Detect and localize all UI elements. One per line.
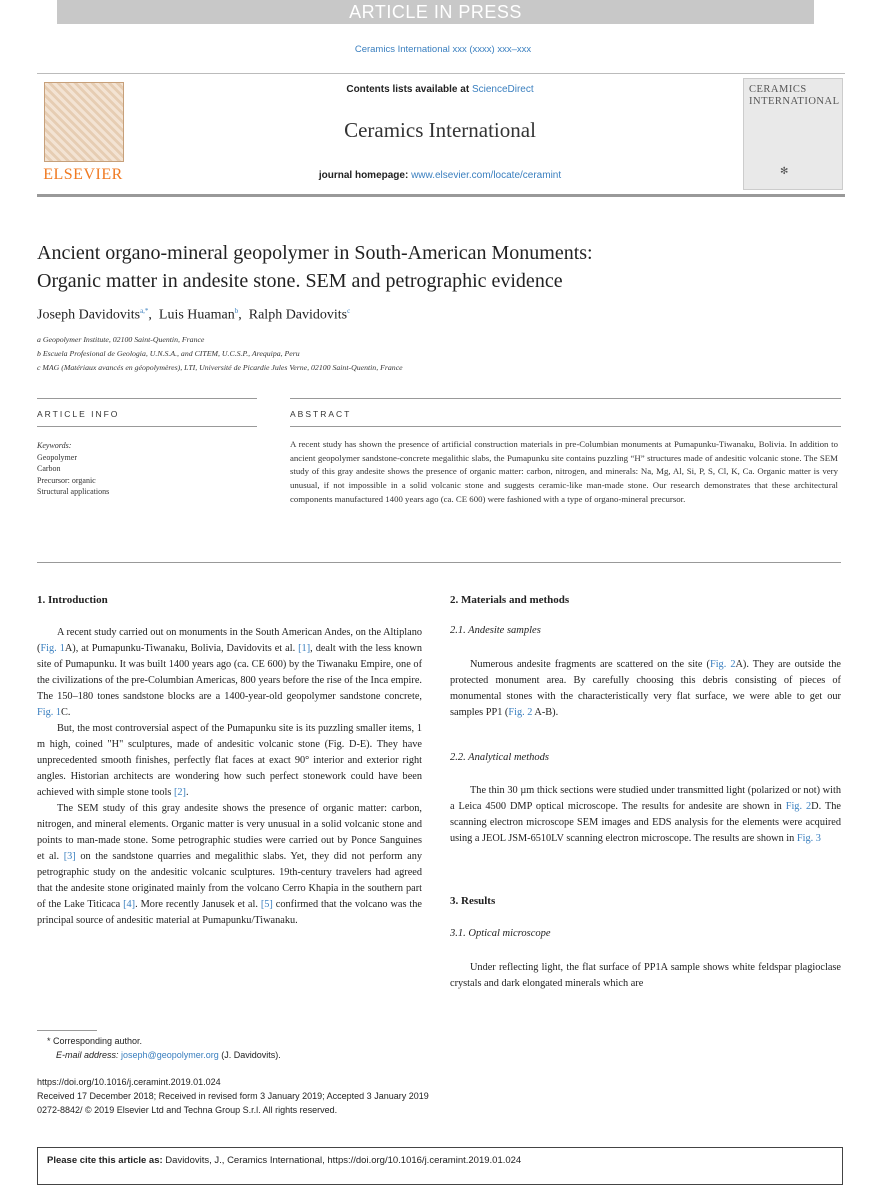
keyword: Geopolymer (37, 452, 77, 462)
keyword: Structural applications (37, 487, 110, 496)
homepage-line (140, 170, 740, 181)
andesite-subheading: 2.1. Andesite samples (450, 625, 541, 636)
email-suffix: (J. Davidovits). (218, 1050, 281, 1060)
author-name[interactable]: Joseph Davidovits (37, 307, 141, 323)
paragraph-text: , dealt with the less known site of Pumapunku. It was built 1400 years ago (ca. CE 600) by the Tiwanaku Empire, one of the civilizations of the pre-Columbian Americas, 800 years before the rise of the Inca empire. The 150–180 tones sandstone blocks are a 1400-year-old geopolymer sandstone concrete, (37, 643, 422, 702)
elsevier-tree-logo-icon (44, 82, 124, 162)
paragraph-text: The thin 30 µm thick sections were studied under transmitted light (polarized or not) with a Leica 4500 DMP optical microscope. The results for andesite are shown in (450, 785, 841, 812)
affiliation: c MAG (Matériaux avancés en géopolymères), LTI, Université de Picardie Jules Verne, 02100 Saint-Quentin, France (37, 363, 403, 372)
paragraph-text: . (186, 787, 189, 798)
divider (290, 426, 841, 427)
paragraph-text: confirmed that the volcano was the principal source of andesitic material at Pumapunku/Tiwanaku. (37, 899, 422, 926)
cite-text (47, 1155, 521, 1166)
homepage-link[interactable]: www.elsevier.com/locate/ceramint (411, 170, 562, 181)
contents-line (140, 84, 740, 95)
paragraph-text: A-B). (532, 707, 559, 718)
received-dates: Received 17 December 2018; Received in revised form 3 January 2019; Accepted 3 January 2019 (37, 1091, 429, 1101)
paragraph-text: A). They are outside the protected monument area. By carefully choosing this debris consisting of pieces of monumental stones with the characteristically very flat surface, we were able to get our samples PP1 ( (450, 659, 841, 718)
paragraph-text: C. (61, 707, 71, 718)
paragraph-text: Numerous andesite fragments are scattered on the site ( (470, 659, 710, 670)
footnote-divider (37, 1030, 97, 1031)
cite-box (37, 1147, 843, 1185)
affiliation: a Geopolymer Institute, 02100 Saint-Quentin, France (37, 335, 205, 344)
cite-body: Davidovits, J., Ceramics International, https://doi.org/10.1016/j.ceramint.2019.01.024 (162, 1155, 522, 1166)
reference-link[interactable]: [1] (298, 643, 311, 654)
title-line-2: Organic matter in andesite stone. SEM and petrographic evidence (37, 270, 563, 292)
contents-prefix: Contents lists available at (346, 84, 472, 95)
paragraph-text: D. The scanning electron microscope SEM images and EDS analysis for the elements were acquired using a JEOL JSM-6510LV scanning electron microscope. The results are shown in (450, 801, 841, 844)
publisher-logo-text: ELSEVIER (43, 166, 123, 183)
reference-link[interactable]: Fig. 2 (785, 801, 812, 812)
doi-link[interactable]: https://doi.org/10.1016/j.ceramint.2019.01.024 (37, 1077, 221, 1087)
keywords-block (37, 440, 257, 498)
cite-label: Please cite this article as: (47, 1155, 163, 1166)
results-heading: 3. Results (450, 895, 496, 907)
affiliation: b Escuela Profesional de Geologia, U.N.S.A., and CITEM, U.C.S.P., Arequipa, Peru (37, 349, 300, 358)
reference-link[interactable]: Fig. 1 (37, 707, 62, 718)
title-line-1: Ancient organo-mineral geopolymer in South-American Monuments: (37, 242, 593, 264)
journal-citation[interactable]: Ceramics International xxx (xxxx) xxx–xxx (354, 44, 532, 55)
paragraph-text: on the sandstone quarries and megalithic slabs. Yet, they did not perform any petrographic study on the andesitic volcanic sculptures. 19th-century travelers had agreed that the andesite stone originated mainly from the volcano Cerro Khapia in the southern part of the Lake Titicaca (37, 851, 422, 910)
cover-mark-icon: ✻ (780, 166, 789, 177)
homepage-prefix: journal homepage: (318, 170, 412, 181)
divider (37, 562, 841, 563)
email-line (56, 1050, 281, 1060)
paragraph (450, 783, 841, 847)
paragraph (450, 657, 841, 721)
author-list: Joseph Davidovits$^{a,*}$, Luis Huaman$^b$, Ralph Davidovits$^c$ (37, 307, 351, 323)
reference-link[interactable]: Fig. 3 (796, 833, 821, 844)
copyright-line: 0272-8842/ © 2019 Elsevier Ltd and Techna Group S.r.l. All rights reserved. (37, 1105, 338, 1115)
author-sup: a,* (140, 307, 149, 315)
optical-subheading: 3.1. Optical microscope (450, 928, 551, 939)
left-column-body (37, 625, 422, 929)
author-sup: b (234, 307, 239, 315)
journal-name: Ceramics International (344, 118, 536, 142)
divider (290, 398, 841, 399)
reference-link[interactable]: [2] (173, 787, 186, 798)
paragraph-text: Under reflecting light, the flat surface of PP1A sample shows white feldspar plagioclase crystals and dark elongated minerals which are (450, 962, 841, 989)
paragraph-text: A recent study carried out on monuments in the South American Andes, on the Altiplano ( (37, 627, 422, 654)
email-link[interactable]: joseph@geopolymer.org (121, 1050, 219, 1060)
reference-link[interactable]: Fig. 2 (508, 707, 533, 718)
email-label: E-mail address: (56, 1050, 122, 1060)
paragraph-text: But, the most controversial aspect of the Pumapunku site is its puzzling smaller items, 1 m high, coined "H" sculptures, made of andesitic volcanic stone (Fig. D-E). They have unprecedented smooth finishes, perfectly flat faces at exact 90° interior and exterior right angles. Historian architects are wondering how such perfect stonework could have been achieved with simple stone tools (37, 723, 422, 798)
article-in-press-banner: ARTICLE IN PRESS (57, 0, 814, 24)
keyword: Carbon (37, 464, 61, 473)
abstract-heading: ABSTRACT (290, 409, 352, 419)
paragraph (37, 721, 422, 801)
article-info-heading: ARTICLE INFO (37, 409, 120, 419)
paragraph-text: . More recently Janusek et al. (135, 899, 261, 910)
reference-link[interactable]: Fig. 1 (40, 643, 65, 654)
author-sup: c (347, 307, 351, 315)
paragraph-text: A), at Pumapunku-Tiwanaku, Bolivia, Davidovits et al. (64, 643, 299, 654)
analytical-subheading: 2.2. Analytical methods (450, 752, 549, 763)
keyword: Precursor: organic (37, 475, 96, 485)
abstract-text: A recent study has shown the presence of artificial construction materials in pre-Columbian monuments at Pumapunku-Tiwanaku, Bolivia. In addition to ancient geopolymer sandstone-concrete megalithic slabs, the Pumapunku site contains puzzling “H” structures made of andesitic volcanic stone. The SEM study of this gray andesite shows the presence of organic matter: carbon, nitrogen, and minerals: Na, Mg, Al, Si, P, S, Cl, K, Ca. Organic matter is very unusual, if not impossible in a solid volcanic stone and suggests ceramic-like man-made stone. Our research demonstrates that these architectural components manufactured 1400 years ago (ca. CE 600) were fashioned with a type of organo-mineral precursor. (290, 439, 838, 504)
materials-heading: 2. Materials and methods (450, 594, 570, 606)
author-name[interactable]: Luis Huaman (158, 307, 235, 323)
reference-link[interactable]: [5] (260, 899, 273, 910)
reference-link[interactable]: [3] (63, 851, 76, 862)
article-title (37, 239, 837, 295)
sciencedirect-link[interactable]: ScienceDirect (471, 84, 534, 95)
paragraph (37, 625, 422, 721)
reference-link[interactable]: Fig. 2 (709, 659, 736, 670)
reference-link[interactable]: [4] (123, 899, 136, 910)
divider (37, 426, 257, 427)
introduction-heading: 1. Introduction (37, 594, 108, 606)
paragraph-text: The SEM study of this gray andesite shows the presence of organic matter: carbon, nitrogen, and mineral elements. Organic matter is very unusual in a solid volcanic stone and points to man-made stone. Some petrographic studies were carried out by Ponce Sanguines et al. (37, 803, 422, 862)
paragraph (37, 801, 422, 929)
divider (37, 398, 257, 399)
cover-title: CERAMICS INTERNATIONAL (749, 84, 840, 107)
corresponding-author-note: * Corresponding author. (47, 1036, 143, 1046)
paragraph (450, 960, 841, 992)
keywords-label: Keywords: (37, 441, 72, 450)
author-name[interactable]: Ralph Davidovits (248, 307, 348, 323)
